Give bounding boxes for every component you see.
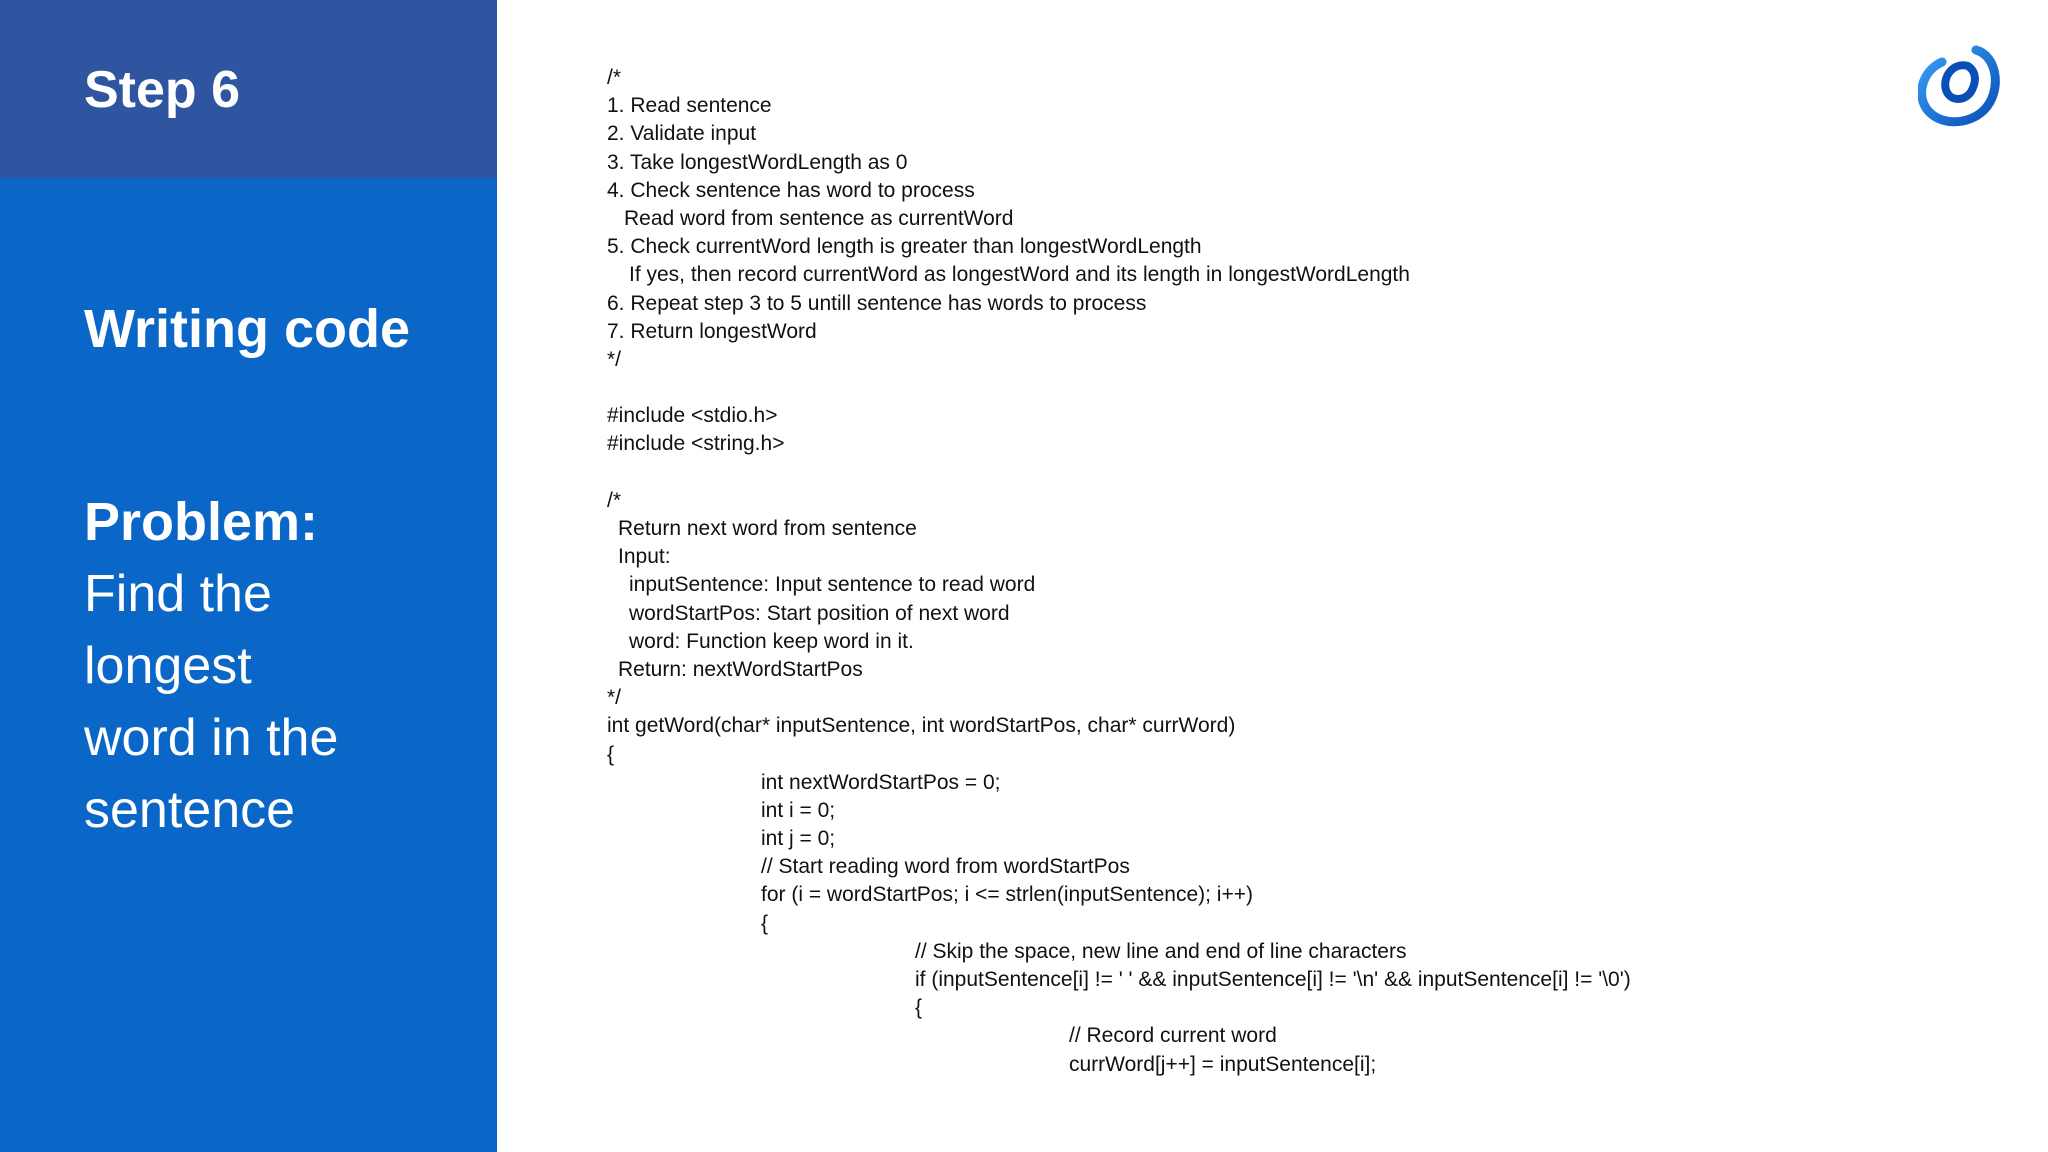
problem-text [84, 558, 484, 846]
code-line: { [607, 742, 615, 766]
code-line: // Start reading word from wordStartPos [761, 855, 1130, 879]
code-line: // Skip the space, new line and end of line characters [915, 939, 1407, 963]
code-line: #include <stdio.h> [607, 404, 778, 428]
problem-line: longest [84, 637, 252, 695]
problem-statement [84, 486, 484, 846]
section-title: Writing code [84, 299, 411, 359]
problem-line: word in the [84, 709, 339, 767]
code-line: // Record current word [1069, 1024, 1277, 1048]
code-line: int i = 0; [761, 798, 836, 822]
code-line: #include <string.h> [607, 432, 785, 456]
code-line: Return: nextWordStartPos [618, 657, 863, 681]
code-line: Return next word from sentence [618, 517, 917, 540]
problem-label: Problem: [84, 492, 319, 552]
code-line: inputSentence: Input sentence to read word [629, 573, 1036, 597]
code-line: */ [607, 686, 622, 710]
sidebar-header [0, 0, 497, 178]
code-line: { [915, 996, 923, 1020]
code-line: 7. Return longestWord [607, 319, 817, 343]
code-line: 4. Check sentence has word to process [607, 178, 975, 202]
code-line: 3. Take longestWordLength as 0 [607, 150, 908, 174]
code-line: /* [607, 488, 622, 512]
code-line: word: Function keep word in it. [629, 629, 914, 653]
code-line: if (inputSentence[i] != ' ' && inputSentence[i] != '\n' && inputSentence[i] != '\0') [915, 968, 1631, 991]
code-line: 5. Check currentWord length is greater than longestWordLength [607, 235, 1202, 259]
swirl-logo-icon [1918, 44, 2002, 128]
problem-line: Find the [84, 565, 272, 623]
code-line: If yes, then record currentWord as longestWord and its length in longestWordLength [629, 263, 1410, 287]
code-line: 6. Repeat step 3 to 5 untill sentence has words to process [607, 291, 1147, 315]
code-line: { [761, 911, 769, 935]
code-line: wordStartPos: Start position of next word [629, 601, 1010, 625]
sidebar-panel [0, 0, 497, 1152]
code-line: for (i = wordStartPos; i <= strlen(inputSentence); i++) [761, 883, 1253, 907]
problem-line: sentence [84, 781, 296, 839]
code-line: /* [607, 66, 622, 89]
code-line: Read word from sentence as currentWord [624, 206, 1014, 230]
code-line: Input: [618, 545, 671, 569]
code-line [607, 374, 1807, 402]
code-line: 1. Read sentence [607, 94, 772, 118]
code-line: int nextWordStartPos = 0; [761, 770, 1001, 794]
code-listing [607, 64, 1807, 1079]
code-line: 2. Validate input [607, 122, 757, 146]
code-line [607, 459, 1807, 487]
code-line: */ [607, 347, 622, 371]
step-title: Step 6 [84, 61, 241, 119]
code-line: int j = 0; [761, 827, 836, 851]
code-line: int getWord(char* inputSentence, int wordStartPos, char* currWord) [607, 714, 1236, 738]
code-line: currWord[j++] = inputSentence[i]; [1069, 1052, 1377, 1076]
